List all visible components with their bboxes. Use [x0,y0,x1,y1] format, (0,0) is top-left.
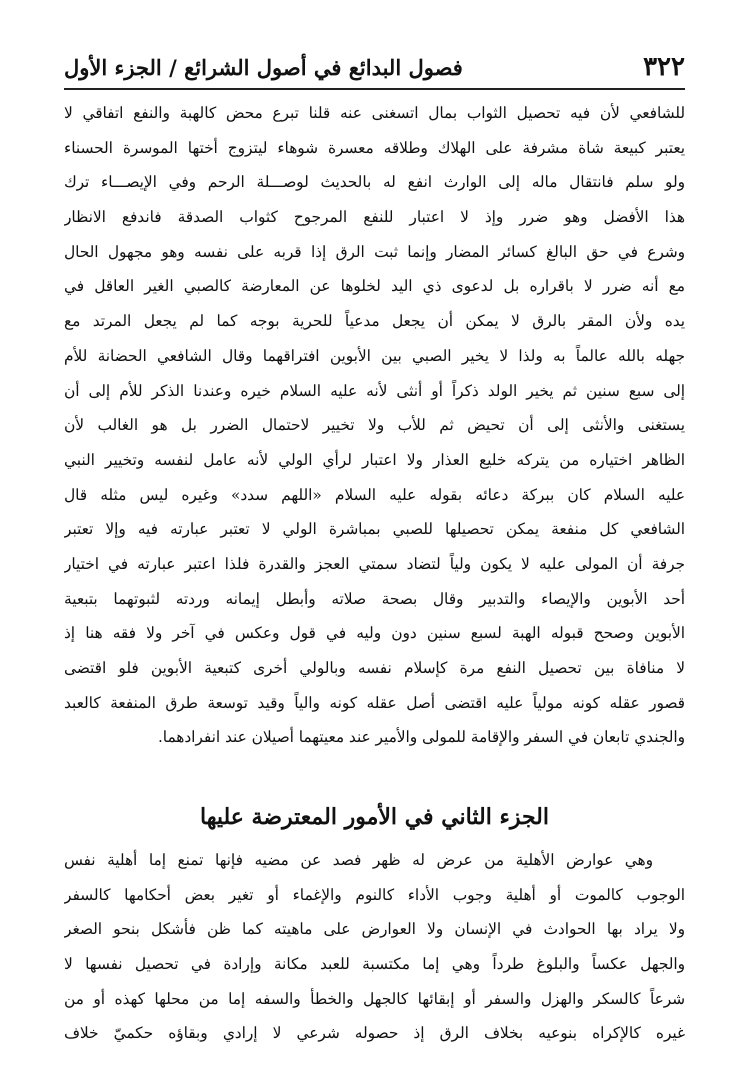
text-line: الظاهر اختياره من يتركه خليع العذار ولا اعتبار لرأي الولي لأنه عامل لنفسه وتخيير النبي [64,450,685,469]
text-line: لا منافاة بين تحصيل النفع مرة كإسلام نفسه وبالولي أخرى كتبعية الأبوين فلو اقتضى [64,659,685,677]
text-line: أحد الأبوين والإيصاء والتدبير وقال بصحة صلاته وأبطل إيمانه وردته لثبوتهما بتبعية [64,589,685,608]
text-line: ولو سلم فانتقال ماله إلى الوارث انفع له بالحديث لوصـــلة الرحم وفي الإيصـــاء ترك [64,173,685,192]
text-line: جهله بالله عالماً به ولذا لا يخير الصبي بين الأبوين افتراقهما وقال الشافعي الحضانة للأم [64,346,685,365]
text-line: والجهل عكساً والبلوغ طرداً وهي إما مكتسبة للعبد مكانة وإرادة في تحصيل نفسها لا [64,955,685,974]
text-line: يده ولأن المقر بالرق لا يمكن أن يجعل مدعياً للحرية بوجه كما لم يجعل المرتد مع [64,312,685,331]
text-line: عليه السلام كان ببركة دعائه بقوله عليه السلام «اللهم سدد» وغيره ليس مثله قال [64,485,685,504]
paragraph-1 [64,96,685,755]
section-heading: الجزء الثاني في الأمور المعترضة عليها [200,804,549,830]
paragraph-2 [64,843,685,1051]
text-line: ولا يراد بها الحوادث في الإنسان ولا العوارض على ماهيته كما ظن فأشكل بنحو الصغر [64,920,685,939]
header-rule [64,88,685,90]
text-line: مع أنه ضرر لا باقراره بل لدعوى ذي اليد لخلوها عن المعارضة كالصبي الغير العاقل في [64,277,685,296]
text-line: شرعاً كالسكر والهزل والسفر أو إبقائها كالجهل والخطأ والسفه إما من محلها كهذه أو من [64,989,685,1008]
text-line: قصور عقله كونه مولياً عليه اقتضى أصل عقله كونه والياً وقيد توسعة طرق المنفعة كالعبد [64,693,685,712]
page-header [64,46,685,88]
text-line: الأبوين وصحح قبوله الهبة لسبع سنين دون وليه في قول وعكس في آخر ولا فقه هنا إذ [64,624,685,643]
text-line: هذا الأفضل وهو ضرر وإذ لا اعتبار للنفع المرجوح كثواب الصدقة فاندفع الانظار [64,208,685,227]
running-title: فصول البدائع في أصول الشرائع / الجزء الأول [64,54,463,80]
text-line: يستغنى والأنثى إلى أن تحيض ثم للأب ولا تخيير لاحتمال الضرر بل هو الغالب لأن [64,416,685,435]
text-line: الوجوب كالموت أو أهلية وجوب الأداء كالنوم والإغماء أو تغير بعض أحكامها كالسفر [64,885,685,904]
text-line: الشافعي كل منفعة يمكن تحصيلها للصبي بمباشرة الولي لا تعتبر عبارته فيه وإلا تعتبر [64,520,685,539]
page-number: ٣٢٢ [643,52,685,82]
text-line: يعتبر كبيعة شاة مشرفة على الهلاك وطلاقه معسرة شوهاء ليتزوج أختها الموسرة الحسناء [64,138,685,157]
text-line: وشرع في حق البالغ كسائر المضار وإنما ثبت الرق إذا قربه على نفسه وهو مجهول الحال [64,242,685,261]
text-line: وهي عوارض الأهلية من عرض له ظهر فصد عن مضيه فإنها تمنع إما أهلية نفس [64,851,653,869]
text-line: غيره كالإكراه بنوعيه بخلاف الرق إذ حصوله شرعي لا إرادي وبقاؤه حكميّ خلاف [64,1024,685,1043]
text-line: إلى سبع سنين ثم يخير الولد ذكراً أو أنثى لأنه عليه السلام خيره وعندنا الذكر للأم إلى أن [64,381,685,400]
text-line: للشافعي لأن فيه تحصيل الثواب بمال اتسغنى عنه قلنا تبرع محض كالهبة والنفع اتفاقي لا [64,104,685,122]
text-line: جرفة أن المولى عليه لا يكون ولياً لتضاد سمتي العجز والقدرة فلذا اعتبر عبارته في اختيار [64,554,685,573]
text-line: والجندي تابعان في السفر والإقامة للمولى والأمير عند معيتهما أصيلان عند انفرادهما. [157,728,685,747]
